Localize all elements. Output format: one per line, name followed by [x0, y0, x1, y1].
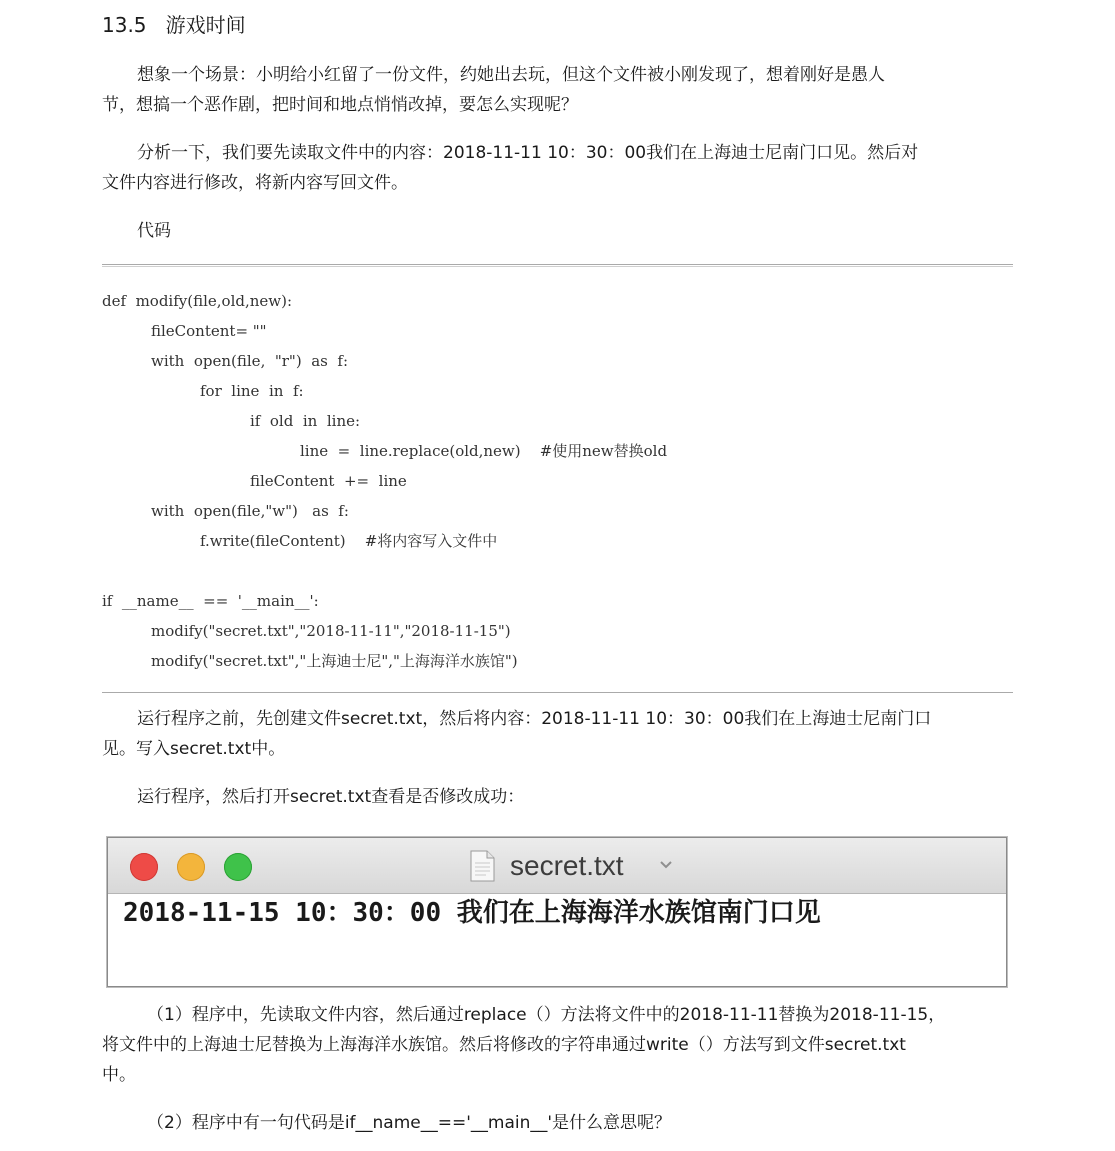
- chevron-down-icon[interactable]: [659, 860, 673, 870]
- code-line: def modify(file,old,new):: [102, 292, 293, 310]
- text-line: 将文件中的上海迪士尼替换为上海海洋水族馆。然后将修改的字符串通过write（）方法写到文件secret.txt: [102, 1035, 906, 1055]
- code-line: for line in f:: [200, 382, 304, 400]
- code-line: modify("secret.txt","上海迪士尼","上海海洋水族馆"): [151, 652, 518, 670]
- code-line: f.write(fileContent) #将内容写入文件中: [200, 532, 498, 550]
- run-paragraph-1: [102, 704, 1012, 764]
- close-button[interactable]: [130, 853, 158, 881]
- section-heading: [102, 10, 246, 40]
- code-line: if old in line:: [250, 412, 361, 430]
- note-1: [102, 1000, 1012, 1090]
- window-title: secret.txt: [510, 850, 624, 881]
- section-title: 游戏时间: [165, 13, 246, 37]
- text-line: 文件内容进行修改，将新内容写回文件。: [102, 173, 408, 193]
- code-line: with open(file, "r") as f:: [151, 352, 349, 370]
- code-line: fileContent += line: [250, 472, 407, 490]
- code-line: if __name__ == '__main__':: [102, 592, 319, 610]
- window-content[interactable]: 2018-11-15 10：30：00 我们在上海海洋水族馆南门口见: [123, 898, 821, 928]
- run-paragraph-2: 运行程序，然后打开secret.txt查看是否修改成功：: [137, 787, 525, 807]
- code-label: 代码: [137, 221, 171, 241]
- section-number: 13.5: [102, 13, 147, 37]
- code-line: fileContent= "": [151, 322, 267, 340]
- code-line: line = line.replace(old,new) #使用new替换old: [300, 442, 668, 460]
- document-icon: [470, 850, 495, 882]
- text-line: 想象一个场景：小明给小红留了一份文件，约她出去玩，但这个文件被小刚发现了，想着刚好是愚人: [137, 65, 885, 85]
- intro-paragraph-2: [102, 138, 1012, 198]
- window-titlebar: [108, 838, 1006, 894]
- intro-paragraph-1: [102, 60, 1012, 120]
- code-top-rule-shadow: [102, 266, 1013, 267]
- code-line: modify("secret.txt","2018-11-11","2018-11-15"): [151, 622, 511, 640]
- code-top-rule: [102, 264, 1013, 265]
- text-line: 分析一下，我们要先读取文件中的内容：2018-11-11 10：30：00我们在上海迪士尼南门口见。然后对: [137, 143, 919, 163]
- text-line: 运行程序之前，先创建文件secret.txt，然后将内容：2018-11-11 10：30：00我们在上海迪士尼南门口: [137, 709, 932, 729]
- text-line: 节，想搞一个恶作剧，把时间和地点悄悄改掉，要怎么实现呢？: [102, 95, 578, 115]
- text-line: （1）程序中，先读取文件内容，然后通过replace（）方法将文件中的2018-11-11替换为2018-11-15，: [147, 1005, 946, 1025]
- file-window: [107, 837, 1007, 987]
- code-bottom-rule: [102, 692, 1013, 693]
- note-2: （2）程序中有一句代码是if__name__=='__main__'是什么意思呢？: [147, 1113, 672, 1133]
- zoom-button[interactable]: [224, 853, 252, 881]
- text-line: 见。写入secret.txt中。: [102, 739, 286, 759]
- code-line: with open(file,"w") as f:: [151, 502, 349, 520]
- minimize-button[interactable]: [177, 853, 205, 881]
- text-line: 中。: [102, 1065, 136, 1085]
